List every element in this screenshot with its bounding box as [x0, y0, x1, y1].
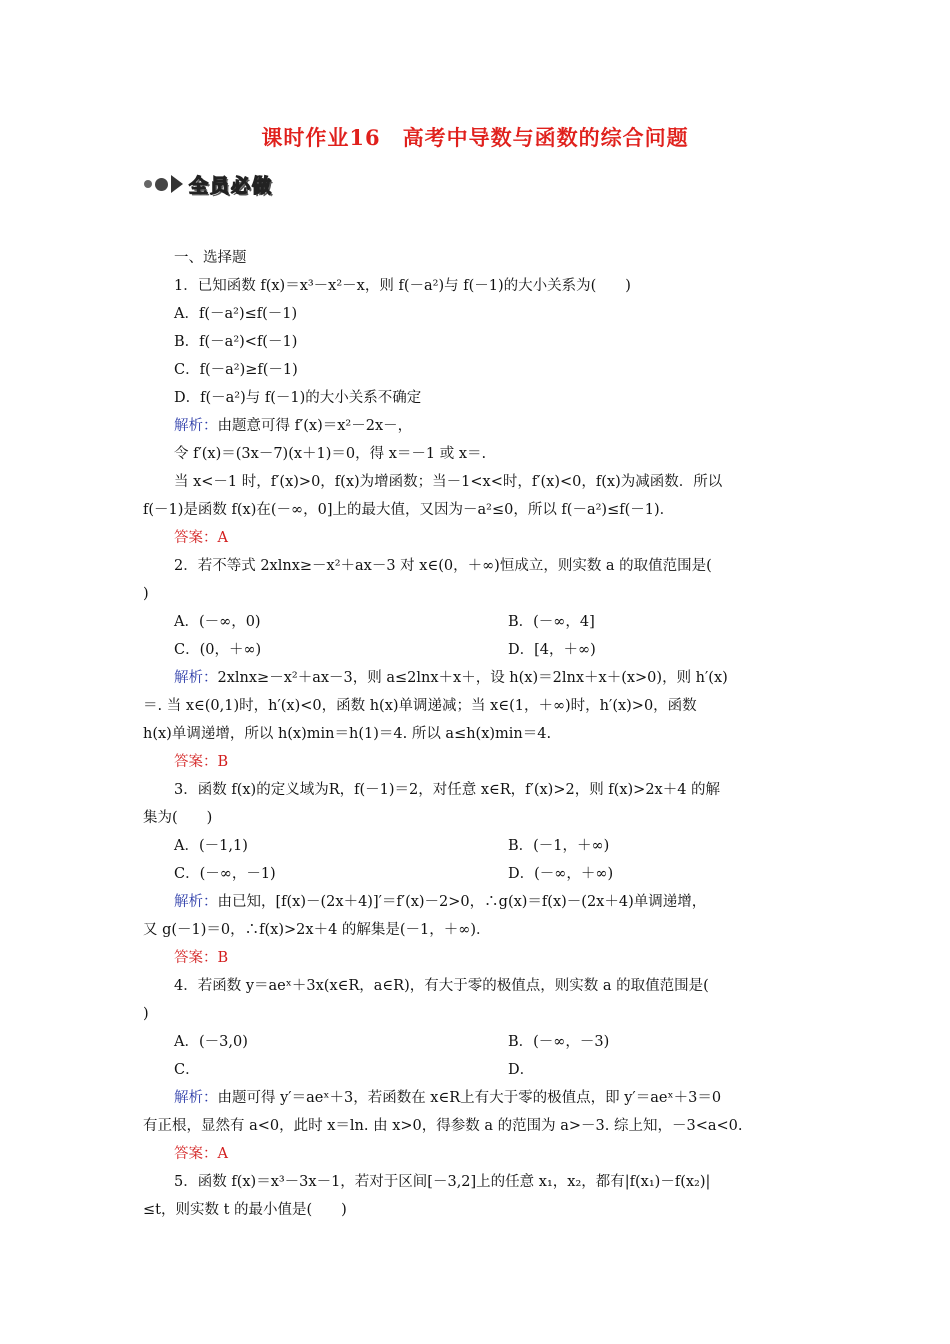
- section-banner: [144, 170, 273, 198]
- q3-solution-line-2: 又 g(－1)＝0，∴f(x)>2x＋4 的解集是(－1，＋∞)．: [143, 922, 491, 938]
- question-3-stem-cont: 集为( ): [143, 810, 213, 826]
- q4-options-row-1: [143, 1028, 813, 1056]
- q2-option-b: B．(－∞，4]: [508, 614, 595, 630]
- page-title: 课时作业16 高考中导数与函数的综合问题: [261, 125, 689, 150]
- q4-option-a: A．(－3,0): [174, 1034, 248, 1050]
- q1-option-b: B．f(－a²)<f(－1): [174, 334, 298, 350]
- section-label: 全员必做: [189, 174, 274, 197]
- q1-solution-label: 解析：: [174, 418, 218, 434]
- question-4-stem: 4．若函数 y＝aeˣ＋3x(x∈R，a∈R)，有大于零的极值点，则实数 a 的取值范围是(: [174, 978, 709, 994]
- q4-solution-line-1: [143, 1084, 813, 1112]
- q4-solution-text-1: 由题可得 y′＝aeˣ＋3，若函数在 x∈R上有大于零的极值点，即 y′＝aeˣ＋3＝0: [217, 1090, 722, 1106]
- q4-option-c: C．: [174, 1062, 200, 1078]
- question-5-stem: 5．函数 f(x)＝x³－3x－1，若对于区间[－3,2]上的任意 x₁，x₂，都有|f(x₁)－f(x₂)|: [174, 1174, 711, 1190]
- q3-option-d: D．(－∞，＋∞): [508, 866, 614, 882]
- q1-option-d: D．f(－a²)与 f(－1)的大小关系不确定: [174, 390, 422, 406]
- q2-answer: 答案：B: [174, 754, 229, 770]
- question-4-stem-cont: ): [143, 1006, 149, 1022]
- q4-solution-label: 解析：: [174, 1090, 218, 1106]
- q2-solution-label: 解析：: [174, 670, 218, 686]
- question-1-stem: 1．已知函数 f(x)＝x³－x²－x，则 f(－a²)与 f(－1)的大小关系为( ): [174, 278, 631, 294]
- q2-solution-text-1: 2xlnx≥－x²＋ax－3，则 a≤2lnx＋x＋，设 h(x)＝2lnx＋x＋(x>0)，则 h′(x): [217, 670, 728, 686]
- q2-options-row-1: [143, 608, 813, 636]
- exercise-content: [143, 244, 813, 1224]
- q2-option-a: A．(－∞，0): [174, 614, 261, 630]
- q3-options-row-1: [143, 832, 813, 860]
- q4-option-b: B．(－∞，－3): [508, 1034, 610, 1050]
- large-dot-icon: [155, 178, 168, 191]
- q3-option-b: B．(－1，＋∞): [508, 838, 610, 854]
- q4-answer: 答案：A: [174, 1146, 228, 1162]
- q2-option-c: C．(0，＋∞): [174, 642, 262, 658]
- q1-solution-line-3: 当 x<－1 时，f′(x)>0，f(x)为增函数；当－1<x<时，f′(x)<0，f(x)为减函数．所以: [174, 474, 723, 490]
- q1-solution-line-4: f(－1)是函数 f(x)在(－∞，0]上的最大值，又因为－a²≤0，所以 f(－a²)≤f(－1)．: [143, 502, 675, 518]
- q3-answer: 答案：B: [174, 950, 229, 966]
- q3-options-row-2: [143, 860, 813, 888]
- q2-option-d: D．[4，＋∞): [508, 642, 596, 658]
- question-3-stem: 3．函数 f(x)的定义域为R，f(－1)＝2，对任意 x∈R，f′(x)>2，则 f(x)>2x＋4 的解: [174, 782, 721, 798]
- question-2-stem: 2．若不等式 2xlnx≥－x²＋ax－3 对 x∈(0，＋∞)恒成立，则实数 a 的取值范围是(: [174, 558, 712, 574]
- q3-option-a: A．(－1,1): [174, 838, 248, 854]
- question-5-stem-cont: ≤t，则实数 t 的最小值是( ): [143, 1202, 347, 1218]
- q3-solution-line-1: [143, 888, 813, 916]
- q1-option-a: A．f(－a²)≤f(－1): [174, 306, 298, 322]
- q3-option-c: C．(－∞，－1): [174, 866, 276, 882]
- q1-solution-text-1: 由题意可得 f′(x)＝x²－2x－，: [217, 418, 413, 434]
- q2-options-row-2: [143, 636, 813, 664]
- q3-solution-label: 解析：: [174, 894, 218, 910]
- q3-solution-text-1: 由已知，[f(x)－(2x＋4)]′＝f′(x)－2>0，∴g(x)＝f(x)－(2x＋4)单调递增，: [217, 894, 707, 910]
- q1-option-c: C．f(－a²)≥f(－1): [174, 362, 298, 378]
- section-heading: 一、选择题: [174, 250, 247, 266]
- q2-solution-line-1: [143, 664, 813, 692]
- q1-answer: 答案：A: [174, 530, 228, 546]
- q2-solution-line-3: h(x)单调递增，所以 h(x)min＝h(1)＝4. 所以 a≤h(x)min＝4.: [143, 726, 552, 742]
- q2-solution-line-2: ＝. 当 x∈(0,1)时，h′(x)<0，函数 h(x)单调递减；当 x∈(1，＋∞)时，h′(x)>0，函数: [143, 698, 697, 714]
- q1-solution-line-1: [143, 412, 813, 440]
- arrow-icon: [171, 175, 183, 193]
- small-dot-icon: [144, 180, 152, 188]
- q4-solution-line-2: 有正根，显然有 a<0，此时 x＝ln. 由 x>0，得参数 a 的范围为 a>－3. 综上知，－3<a<0.: [143, 1118, 743, 1134]
- q4-option-d: D．: [508, 1062, 535, 1078]
- q4-options-row-2: [143, 1056, 813, 1084]
- question-2-stem-cont: ): [143, 586, 149, 602]
- q1-solution-line-2: 令 f′(x)＝(3x－7)(x＋1)＝0，得 x＝－1 或 x＝.: [174, 446, 487, 462]
